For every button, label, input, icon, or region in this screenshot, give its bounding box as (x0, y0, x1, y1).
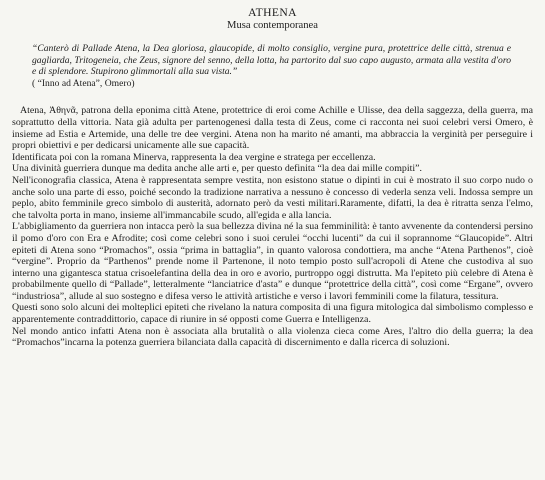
page-subtitle: Musa contemporanea (227, 20, 318, 31)
page-title: ATHENA (248, 6, 297, 19)
paragraph-warrior: Una divinità guerriera dunque ma dedita anche alle arti e, per questo definita “la dea dai mille compiti”. (12, 163, 422, 175)
paragraph-attire: L'abbigliamento da guerriera non intacca però la sua bellezza divina né la sua femminilità: è tanto avvenente da contendersi persino il pomo d'oro con Era e Afrodite; così come celebri sono i suoi cerulei “occhi lucenti” da cui il soprannome “Glaucopide”. Altri epiteti di Atena sono “Promachos”, ossia “prima in battaglia”, in quanto valorosa condottiera, ma anche “Atena Parthenos”, cioè “vergine”. Proprio da “Parthenos” prende nome il Partenone, il noto tempio posto sull'acropoli di Atene che custodiva al suo interno una gigantesca statua crisoelefantina della dea in oro e avorio, purtroppo oggi distrutta. Ma l'epiteto più celebre di Atena è probabilmente quello di “Pallade”, letteralmente “lanciatrice d'asta” e dunque “protettrice della città”, così come “Ergane”, ovvero “industriosa”, allude al suo sostegno e difesa verso le attività artistiche e verso i lavori femminili come la filatura, tessitura. (12, 221, 533, 302)
paragraph-minerva: Identificata poi con la romana Minerva, rappresenta la dea vergine e stratega per eccellenza. (12, 151, 376, 163)
epigraph-quote: “Canterò di Pallade Atena, la Dea gloriosa, glaucopide, di molto consiglio, vergine pura, protettrice delle città, strenua e gagliarda, Tritogeneia, che Zeus, signore del senno, della lotta, ha partorito dal suo capo augusto, armata alla vestita d'oro e di splendore. Stupirono glimmortali alla sua vista.” (32, 43, 511, 78)
paragraph-intro: Atena, Ἀθηνᾶ, patrona della eponima città Atene, protettrice di eroi come Achille e Ulisse, dea della saggezza, della guerra, ma soprattutto della vittoria. Nata già adulta per partenogenesi dalla testa di Zeus, come ci racconta nei suoi celebri versi Omero, è insieme ad Estia e Artemide, una delle tre dee vergini. Atena non ha marito né amanti, ma abbraccia la verginità per perseguire i propri obiettivi e per dedicarsi unicamente alle sue capacità. (12, 105, 533, 152)
paragraph-ancient-world: Nel mondo antico infatti Atena non è associata alla brutalità o alla violenza cieca come Ares, l'altro dio della guerra; la dea “Promachos”incarna la potenza guerriera bilanciata dalla capacità di discernimento e dalla ricerca di soluzioni. (12, 325, 533, 349)
paragraph-iconography: Nell'iconografia classica, Atena è rappresentata sempre vestita, non esistono statue o dipinti in cui è mostrato il suo corpo nudo o anche solo una parte di esso, poiché secondo la tradizione narrativa a nessuno è concesso di vederla senza veli. Indossa sempre un peplo, abito femminile greco simbolo di austerità, adornato però da vesti militari.Raramente, difatti, la dea è ritratta senza l'elmo, che talvolta porta in mano, insieme all'immancabile scudo, all'egida e alla lancia. (12, 174, 533, 221)
paragraph-epithets: Questi sono solo alcuni dei molteplici epiteti che rivelano la natura composita di una figura mitologica dal simbolismo complesso e apparentemente contraddittorio, capace di riunire in sé opposti come Guerra e Intelligenza. (12, 302, 533, 326)
body-text (12, 105, 533, 348)
epigraph-source: ( “Inno ad Atena”, Omero) (32, 77, 135, 89)
